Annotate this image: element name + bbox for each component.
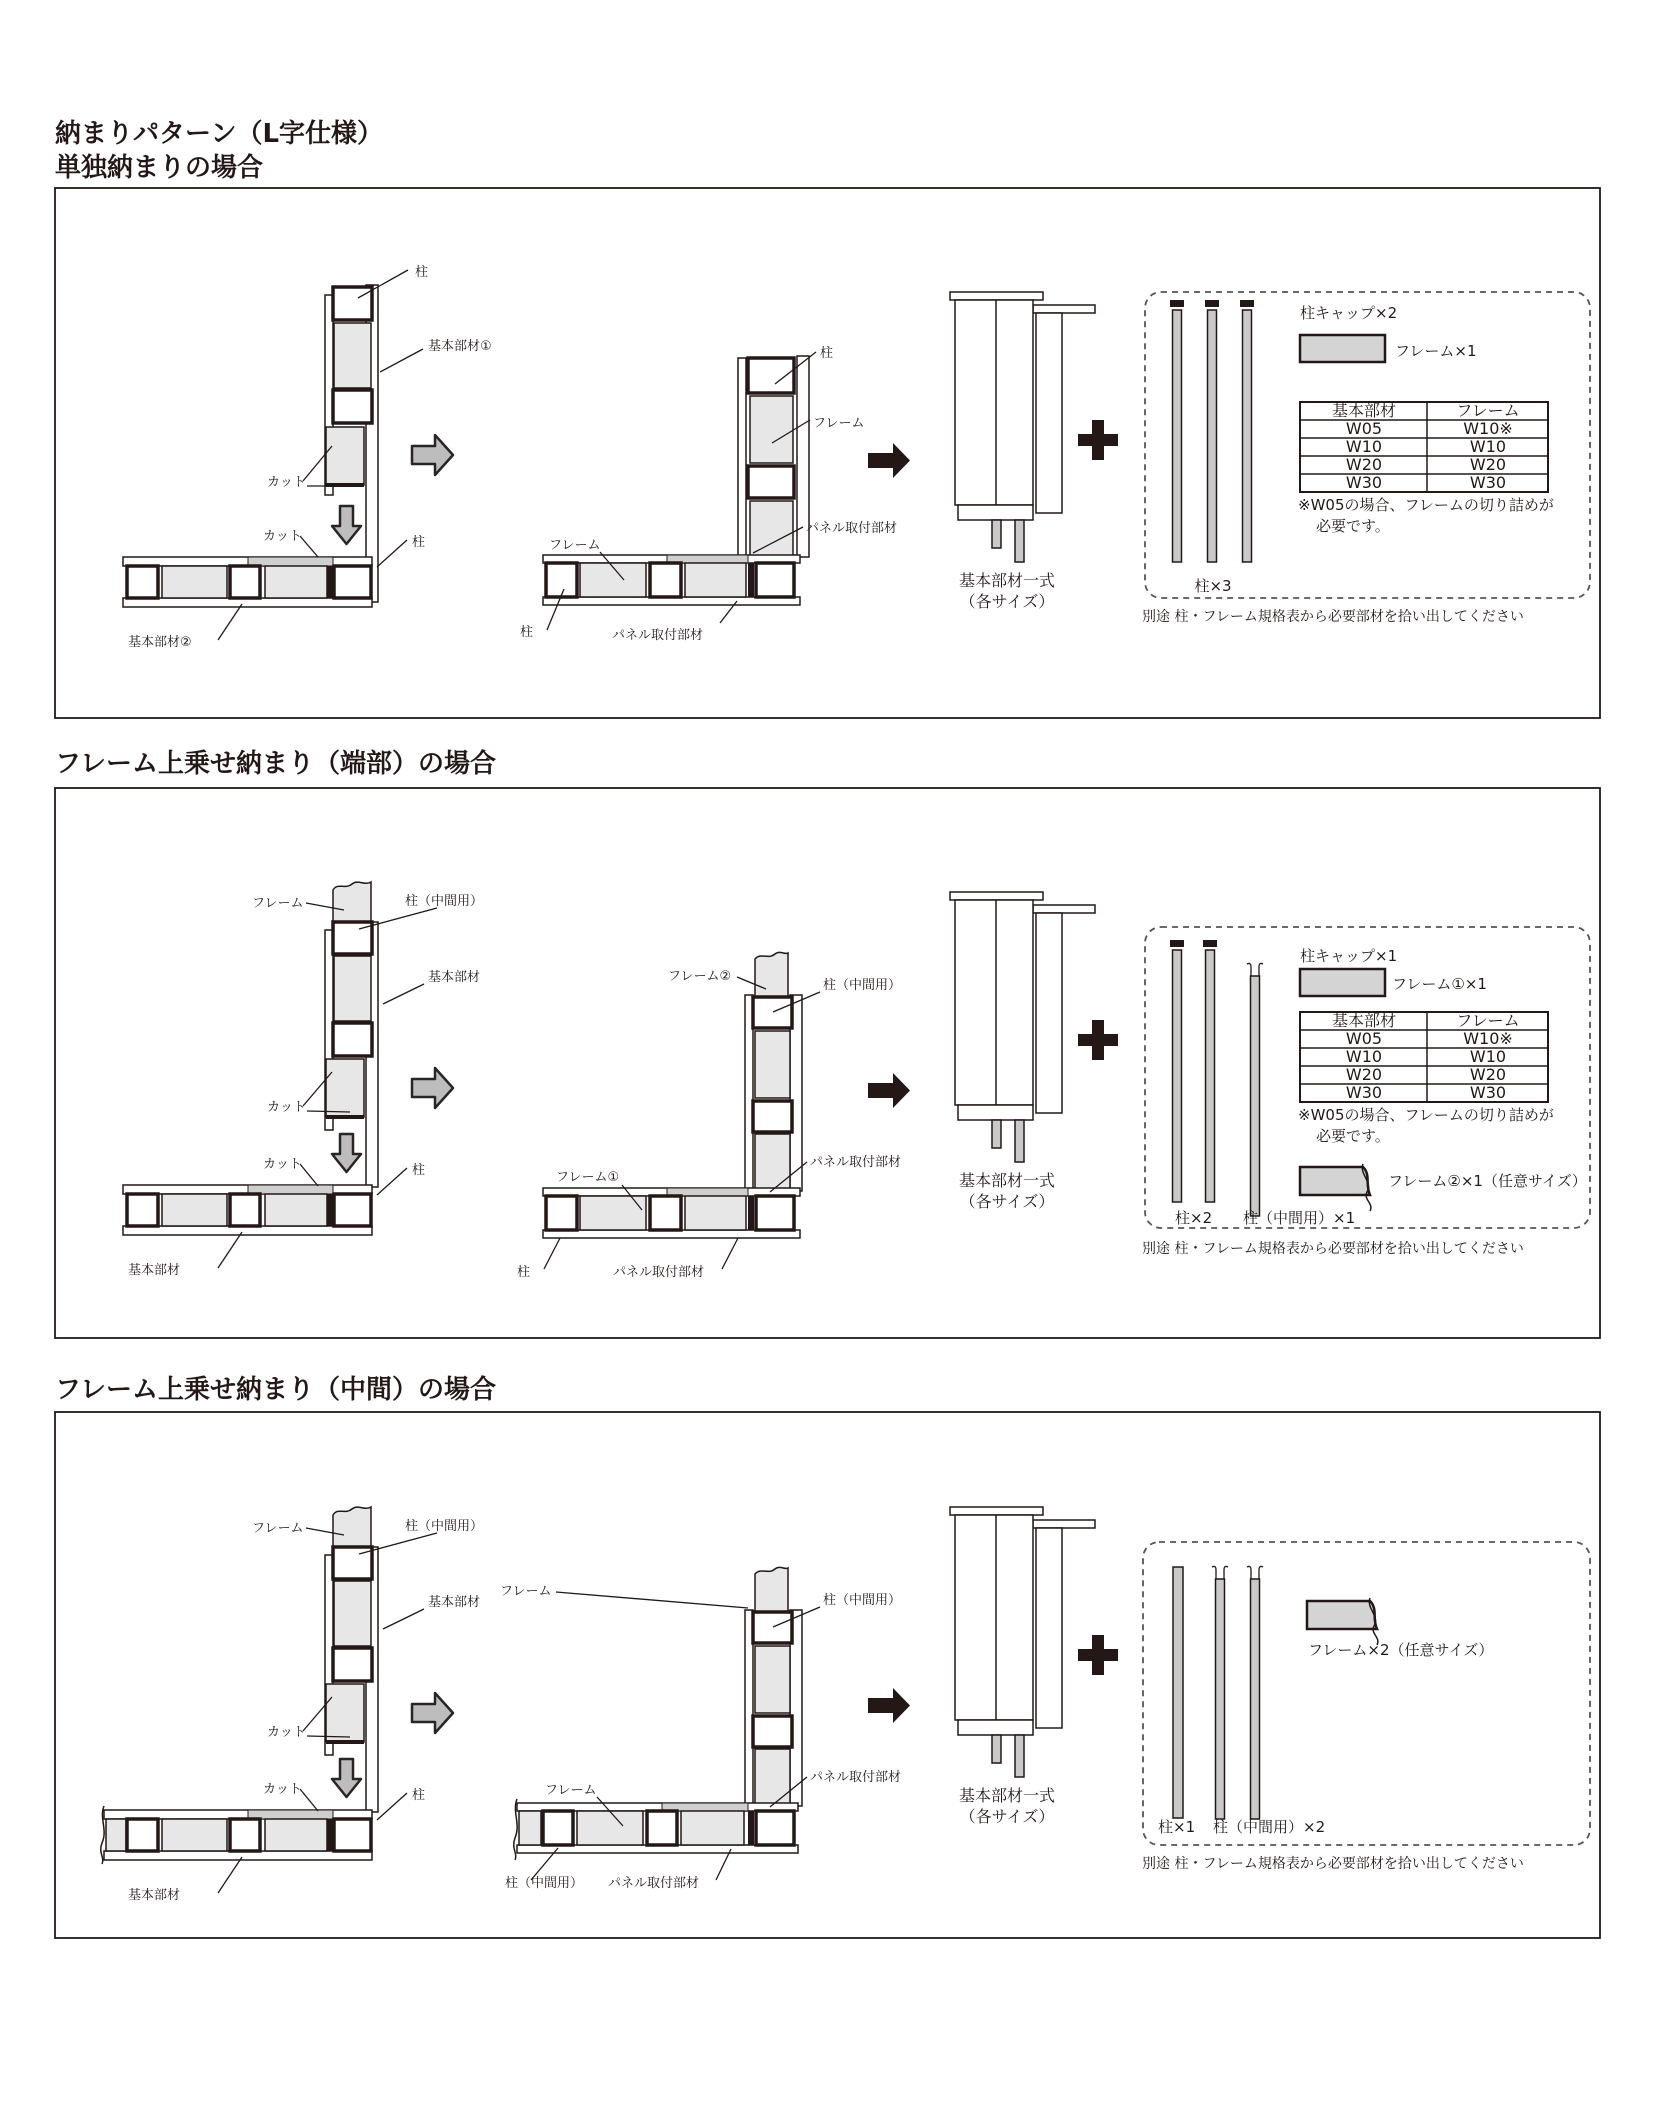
label-frame2-count: フレーム②×1（任意サイズ）	[1388, 1172, 1587, 1190]
table-cell: W20	[1345, 1065, 1383, 1084]
kit-caption: （各サイズ）	[959, 1807, 1055, 1826]
label-post-mid: 柱（中間用）	[405, 1519, 484, 1534]
mid-post	[1247, 1566, 1263, 1819]
plus-icon	[1078, 420, 1118, 460]
right-arrow-icon	[412, 435, 453, 475]
table-cell: W30	[1469, 473, 1507, 492]
leader-line	[358, 270, 408, 298]
section2-heading: フレーム上乗せ納まり（端部）の場合	[55, 749, 496, 779]
label-posts-count: 柱×1	[1158, 1818, 1196, 1836]
leader-line	[544, 1238, 560, 1269]
label-frame: フレーム	[252, 896, 304, 911]
section-frame-end	[55, 748, 1600, 1338]
leader-line	[377, 1168, 407, 1195]
leader-line	[556, 1592, 748, 1608]
parts-box	[1145, 927, 1590, 1228]
table-cell: W10	[1469, 1047, 1507, 1066]
table-cell: W30	[1469, 1083, 1507, 1102]
label-mid-posts-count: 柱（中間用）×1	[1243, 1209, 1356, 1227]
plain-post	[1173, 1567, 1183, 1818]
black-arrow-icon	[868, 1688, 910, 1723]
kit-caption: 基本部材一式	[958, 1786, 1056, 1805]
table-cell: W30	[1345, 1083, 1383, 1102]
label-frame: フレーム	[549, 538, 601, 553]
label-frame: フレーム	[813, 416, 865, 431]
label-cut: カット	[263, 529, 302, 544]
frame-chip-cut	[1307, 1598, 1378, 1645]
table-cell: W20	[1469, 1065, 1507, 1084]
label-member: 基本部材	[428, 970, 481, 985]
leader-line	[383, 984, 424, 1004]
label-post-mid: 柱（中間用）	[405, 894, 484, 909]
leader-line	[300, 1164, 318, 1186]
down-arrow-icon	[332, 1759, 361, 1797]
label-member: 基本部材	[128, 1888, 181, 1903]
label-post-mid: 柱（中間用）	[823, 978, 902, 993]
label-cut: カット	[267, 1725, 306, 1740]
table-cell: W05	[1345, 419, 1383, 438]
capped-post	[1240, 300, 1254, 562]
table-cell: W10※	[1463, 1029, 1513, 1048]
label-cut: カット	[267, 475, 306, 490]
section-frame-middle	[55, 1374, 1600, 1938]
label-panel-bracket: パネル取付部材	[612, 628, 704, 643]
table-cell: W20	[1345, 455, 1383, 474]
assembled-corner	[543, 356, 809, 605]
table-cell: W10	[1469, 437, 1507, 456]
label-member1: 基本部材①	[428, 339, 492, 354]
label-mid-posts-count: 柱（中間用）×2	[1213, 1818, 1326, 1836]
kit-caption: 基本部材一式	[958, 571, 1056, 590]
right-arrow-icon	[412, 1068, 453, 1108]
label-frame: フレーム	[545, 1783, 597, 1798]
label-post-mid: 柱（中間用）	[823, 1593, 902, 1608]
parts-box	[1145, 292, 1590, 598]
label-panel-bracket: パネル取付部材	[810, 1770, 902, 1785]
table-cell: W10	[1345, 437, 1383, 456]
plus-icon	[1078, 1635, 1118, 1675]
base-bar	[123, 557, 372, 607]
label-member: 基本部材	[428, 1595, 481, 1610]
label-frame1-count: フレーム①×1	[1392, 975, 1487, 993]
label-frame2: フレーム②	[668, 969, 732, 984]
label-panel-bracket: パネル取付部材	[608, 1876, 700, 1891]
table-header: フレーム	[1456, 401, 1520, 420]
table-header: 基本部材	[1331, 1011, 1397, 1030]
label-post: 柱	[412, 535, 426, 550]
label-frame: フレーム	[500, 1584, 552, 1599]
black-arrow-icon	[868, 1073, 910, 1108]
exploded-column	[123, 882, 378, 1235]
label-panel-bracket: パネル取付部材	[810, 1155, 902, 1170]
label-frame-count: フレーム×2（任意サイズ）	[1308, 1641, 1494, 1659]
leader-line	[218, 604, 242, 640]
label-post: 柱	[412, 1788, 426, 1803]
black-arrow-icon	[868, 443, 910, 478]
table-cell: W10	[1345, 1047, 1383, 1066]
capped-post	[1170, 940, 1184, 1202]
kit-caption: （各サイズ）	[959, 592, 1055, 611]
kit-caption: （各サイズ）	[959, 1192, 1055, 1211]
leader-line	[377, 1793, 407, 1820]
table-cell: W30	[1345, 473, 1383, 492]
frame-chip	[1300, 969, 1385, 996]
kit-figure	[950, 292, 1095, 562]
section1-heading: 単独納まりの場合	[55, 153, 264, 183]
table-cell: W20	[1469, 455, 1507, 474]
exploded-column	[123, 285, 378, 607]
label-frame1: フレーム①	[556, 1170, 620, 1185]
table-header: フレーム	[1456, 1011, 1520, 1030]
label-panel-bracket: パネル取付部材	[806, 521, 898, 536]
leader-line	[722, 1238, 738, 1269]
label-panel-bracket: パネル取付部材	[613, 1265, 705, 1280]
footnote: 別途 柱・フレーム規格表から必要部材を拾い出してください	[1142, 1856, 1524, 1872]
label-post: 柱	[412, 1163, 426, 1178]
label-cut: カット	[263, 1782, 302, 1797]
down-arrow-icon	[332, 1134, 361, 1172]
base-bar	[123, 1185, 372, 1235]
page-title: 納まりパターン（L字仕様）	[55, 119, 384, 149]
assembled-corner	[543, 952, 802, 1238]
table-cell: W10※	[1463, 419, 1513, 438]
label-post: 柱	[520, 625, 534, 640]
kit-figure	[950, 892, 1095, 1162]
table-note: 必要です。	[1316, 1127, 1390, 1145]
leader-line	[300, 536, 318, 557]
leader-line	[377, 540, 407, 567]
label-member: 基本部材	[128, 1263, 181, 1278]
footnote: 別途 柱・フレーム規格表から必要部材を拾い出してください	[1142, 1241, 1524, 1257]
label-post: 柱	[415, 265, 429, 280]
label-cut: カット	[263, 1157, 302, 1172]
label-frame-count: フレーム×1	[1395, 342, 1477, 360]
table-cell: W05	[1345, 1029, 1383, 1048]
table-note: ※W05の場合、フレームの切り詰めが	[1298, 1106, 1554, 1124]
leader-line	[380, 349, 423, 372]
label-cut: カット	[267, 1100, 306, 1115]
exploded-column	[101, 1507, 378, 1864]
footnote: 別途 柱・フレーム規格表から必要部材を拾い出してください	[1142, 609, 1524, 625]
right-arrow-icon	[412, 1693, 453, 1733]
plus-icon	[1078, 1020, 1118, 1060]
label-member2: 基本部材②	[128, 635, 192, 650]
table-note: ※W05の場合、フレームの切り詰めが	[1298, 496, 1554, 514]
parts-box	[1143, 1542, 1590, 1845]
leader-line	[218, 1232, 242, 1268]
table-note: 必要です。	[1316, 517, 1390, 535]
label-post: 柱	[820, 346, 834, 361]
leader-line	[218, 1857, 242, 1893]
label-posts-count: 柱×3	[1194, 577, 1232, 595]
label-cap-count: 柱キャップ×1	[1300, 947, 1398, 965]
down-arrow-icon	[332, 506, 361, 544]
frame-chip-cut	[1300, 1164, 1371, 1211]
section3-heading: フレーム上乗せ納まり（中間）の場合	[55, 1375, 496, 1405]
capped-post	[1205, 300, 1219, 562]
capped-post	[1170, 300, 1184, 562]
leader-line	[383, 1609, 424, 1629]
assembled-corner	[514, 1567, 802, 1860]
section-single	[55, 152, 1600, 718]
label-cap-count: 柱キャップ×2	[1300, 304, 1398, 322]
table-header: 基本部材	[1331, 401, 1397, 420]
capped-post	[1203, 940, 1217, 1202]
leader-line	[300, 1789, 318, 1811]
mid-post	[1247, 963, 1263, 1216]
label-posts-count: 柱×2	[1175, 1209, 1213, 1227]
mid-post	[1212, 1566, 1228, 1819]
kit-figure	[950, 1507, 1095, 1777]
frame-chip	[1300, 335, 1385, 362]
label-frame: フレーム	[252, 1521, 304, 1536]
label-post: 柱	[517, 1265, 531, 1280]
label-post-mid: 柱（中間用）	[505, 1876, 584, 1891]
kit-caption: 基本部材一式	[958, 1171, 1056, 1190]
